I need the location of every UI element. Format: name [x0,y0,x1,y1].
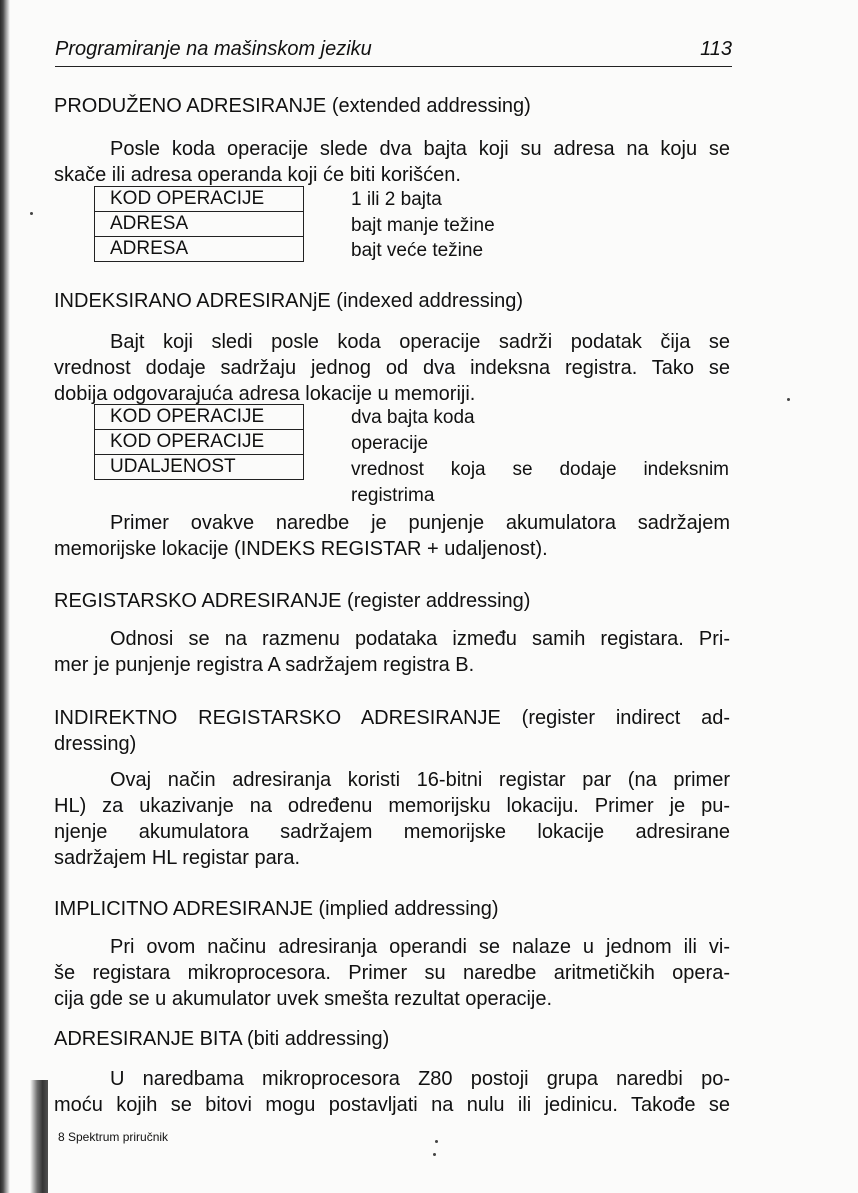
paragraph-line: njenje akumulatora sadržajem memorijske lokacije adresirane [54,821,730,843]
table-cell: ADRESA [95,211,303,236]
table-cell: UDALJENOST [95,454,303,479]
scan-speck [787,398,790,401]
paragraph-line: moću kojih se bitovi mogu postavljati na nulu ili jedinicu. Takođe se [54,1094,730,1116]
paragraph-line: HL) za ukazivanje na određenu memorijsku lokaciju. Primer je pu- [54,795,730,817]
paragraph-implied [54,934,730,1012]
table-cell: KOD OPERACIJE [110,406,265,427]
table-note: bajt veće težine [351,240,484,261]
byte-table-indexed [94,404,304,480]
page-binding-edge [0,0,10,1193]
section-heading-bit: ADRESIRANJE BITA (biti addressing) [54,1028,390,1050]
table-note: dva bajta koda [351,407,475,428]
paragraph-line: dobija odgovarajuća adresa lokacije u memoriji. [54,383,476,405]
table-note: operacije [351,433,429,454]
printer-signature: 8 Spektrum priručnik [58,1130,169,1144]
running-header-title: Programiranje na mašinskom jeziku [55,38,372,60]
heading-line: dressing) [54,733,137,755]
paragraph-line: memorijske lokacije (INDEKS REGISTAR + udaljenost). [54,538,548,560]
table-cell: KOD OPERACIJE [95,429,303,454]
table-note: bajt manje težine [351,215,495,236]
paragraph-extended [54,136,730,188]
paragraph-bit [54,1066,730,1118]
paragraph-line: Ovaj način adresiranja koristi 16-bitni registar par (na primer [110,769,730,791]
paragraph-line: še registara mikroprocesora. Primer su naredbe aritmetičkih opera- [54,962,730,984]
paragraph-line: U naredbama mikroprocesora Z80 postoji grupa naredbi po- [110,1068,730,1090]
scan-speck [30,212,33,215]
section-heading-implied: IMPLICITNO ADRESIRANJE (implied addressing) [54,898,499,920]
section-heading-indexed: INDEKSIRANO ADRESIRANjE (indexed addressing) [54,290,524,312]
paragraph-line: Primer ovakve naredbe je punjenje akumulatora sadržajem [110,512,730,534]
paragraph-line: vrednost dodaje sadržaju jednog od dva indeksna registra. Tako se [54,357,730,379]
paragraph-line: sadržajem HL registar para. [54,847,301,869]
paragraph-line: skače ili adresa operanda koji će biti korišćen. [54,164,461,186]
running-header [55,36,732,67]
paragraph-line: Posle koda operacije slede dva bajta koji su adresa na koju se [110,138,730,160]
paragraph-indexed-example [54,510,730,562]
page-binding-shadow [30,1080,48,1193]
paragraph-line: cija gde se u akumulator uvek smešta rezultat operacije. [54,988,553,1010]
paragraph-register-indirect [54,767,730,871]
table-cell: ADRESA [95,236,303,261]
table-note: vrednost koja se dodaje indeksnim [351,459,729,480]
table-cell: KOD OPERACIJE [110,188,265,209]
heading-line: INDIREKTNO REGISTARSKO ADRESIRANJE (register indirect ad- [54,707,730,729]
paragraph-line: Odnosi se na razmenu podataka između samih registara. Pri- [110,628,730,650]
table-note: 1 ili 2 bajta [351,189,442,210]
paragraph-indexed [54,329,730,407]
section-heading-extended: PRODUŽENO ADRESIRANJE (extended addressing) [54,95,531,117]
page-number: 113 [700,38,732,60]
byte-table-extended [94,186,304,262]
section-heading-register-indirect [54,705,730,757]
table-note: registrima [351,485,435,506]
paragraph-line: Bajt koji sledi posle koda operacije sadrži podatak čija se [110,331,730,353]
paragraph-line: Pri ovom načinu adresiranja operandi se nalaze u jednom ili vi- [110,936,730,958]
paragraph-register [54,626,730,678]
scan-speck [435,1140,438,1143]
paragraph-line: mer je punjenje registra A sadržajem registra B. [54,654,475,676]
section-heading-register: REGISTARSKO ADRESIRANJE (register addressing) [54,590,531,612]
scan-speck [433,1153,436,1156]
